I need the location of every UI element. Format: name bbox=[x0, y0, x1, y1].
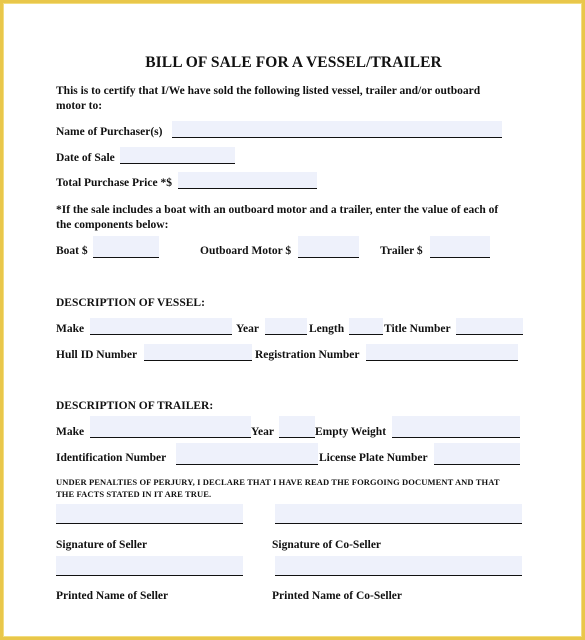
intro-text-line1: This is to certify that I/We have sold the following listed vessel, trailer and/or outboard bbox=[56, 85, 481, 97]
coseller-signature-field[interactable] bbox=[275, 504, 522, 524]
vessel-year-field[interactable] bbox=[265, 318, 307, 335]
license-plate-label: License Plate Number bbox=[319, 452, 428, 464]
vessel-length-field[interactable] bbox=[349, 318, 383, 335]
coseller-signature-label: Signature of Co-Seller bbox=[272, 539, 382, 551]
printed-seller-name-line bbox=[56, 575, 243, 576]
trailer-section-heading: DESCRIPTION OF TRAILER: bbox=[56, 400, 214, 412]
vessel-title-number-label: Title Number bbox=[384, 323, 451, 335]
purchaser-name-field[interactable] bbox=[172, 121, 502, 138]
registration-number-label: Registration Number bbox=[255, 349, 360, 361]
identification-number-field[interactable] bbox=[176, 443, 318, 465]
date-of-sale-field[interactable] bbox=[120, 147, 235, 164]
trailer-year-field[interactable] bbox=[279, 416, 315, 438]
vessel-make-label: Make bbox=[56, 323, 85, 335]
boat-value-label: Boat $ bbox=[56, 245, 88, 257]
printed-seller-name-field[interactable] bbox=[56, 556, 243, 576]
total-price-label: Total Purchase Price *$ bbox=[56, 177, 172, 189]
boat-value-field[interactable] bbox=[93, 236, 159, 258]
trailer-value-label: Trailer $ bbox=[380, 245, 423, 257]
trailer-make-label: Make bbox=[56, 426, 85, 438]
hull-id-field[interactable] bbox=[144, 344, 252, 361]
empty-weight-field[interactable] bbox=[392, 416, 520, 438]
trailer-make-field[interactable] bbox=[90, 416, 251, 438]
trailer-year-label: Year bbox=[251, 426, 274, 438]
vessel-title-number-field[interactable] bbox=[456, 318, 523, 335]
printed-coseller-name-line bbox=[275, 575, 522, 576]
form-title: BILL OF SALE FOR A VESSEL/TRAILER bbox=[145, 54, 442, 71]
outboard-motor-label: Outboard Motor $ bbox=[200, 245, 292, 257]
hull-id-label: Hull ID Number bbox=[56, 349, 138, 361]
vessel-length-label: Length bbox=[309, 323, 345, 335]
printed-coseller-name-field[interactable] bbox=[275, 556, 522, 576]
date-of-sale-label: Date of Sale bbox=[56, 152, 115, 164]
components-note-line1: *If the sale includes a boat with an outboard motor and a trailer, enter the value of each of bbox=[56, 204, 499, 216]
printed-coseller-name-label: Printed Name of Co-Seller bbox=[272, 590, 402, 602]
printed-seller-name-label: Printed Name of Seller bbox=[56, 590, 169, 602]
outboard-motor-value-field[interactable] bbox=[298, 236, 359, 258]
total-price-field[interactable] bbox=[178, 172, 317, 189]
intro-text-line2: motor to: bbox=[56, 100, 103, 112]
vessel-make-field[interactable] bbox=[90, 318, 232, 335]
coseller-signature-line bbox=[275, 523, 522, 524]
vessel-year-label: Year bbox=[236, 323, 259, 335]
vessel-section-heading: DESCRIPTION OF VESSEL: bbox=[56, 297, 205, 309]
seller-signature-label: Signature of Seller bbox=[56, 539, 148, 551]
registration-number-field[interactable] bbox=[366, 344, 518, 361]
purchaser-label: Name of Purchaser(s) bbox=[56, 126, 163, 138]
identification-number-label: Identification Number bbox=[56, 452, 167, 464]
trailer-value-field[interactable] bbox=[430, 236, 490, 258]
seller-signature-line bbox=[56, 523, 243, 524]
license-plate-field[interactable] bbox=[434, 443, 520, 465]
empty-weight-label: Empty Weight bbox=[315, 426, 387, 438]
components-note-line2: the components below: bbox=[56, 219, 169, 231]
seller-signature-field[interactable] bbox=[56, 504, 243, 524]
perjury-declaration-line2: THE FACTS STATED IN IT ARE TRUE. bbox=[56, 489, 212, 499]
perjury-declaration-line1: UNDER PENALTIES OF PERJURY, I DECLARE THAT I HAVE READ THE FORGOING DOCUMENT AND THAT bbox=[56, 477, 500, 487]
bill-of-sale-page bbox=[3, 3, 582, 637]
